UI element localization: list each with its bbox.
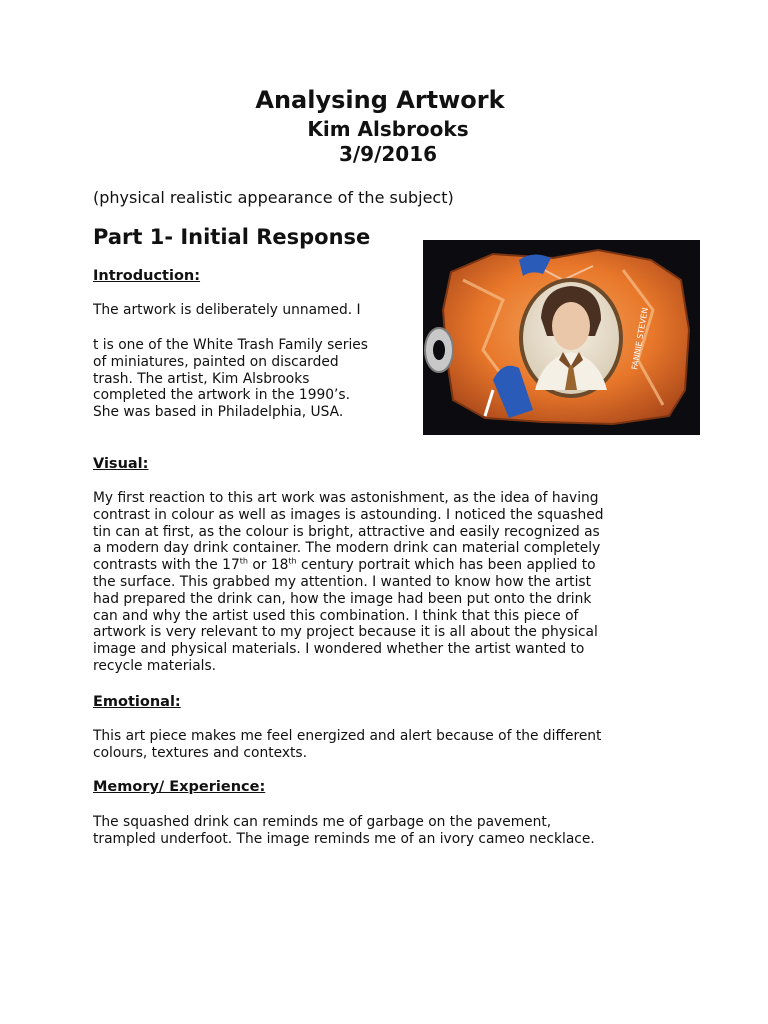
subtitle: (physical realistic appearance of the subject) bbox=[93, 188, 454, 207]
document-title: Analysing Artwork bbox=[255, 86, 505, 114]
svg-text:FANNIE STEVEN: FANNIE STEVEN bbox=[630, 306, 650, 371]
visual-text-a: My first reaction to this art work was astonishment, as the idea of having contrast in colour as well as images is astounding. I noticed the squashed tin can at first, as the colour is bright, attractive and easily recognized as a modern day drink container. The modern drink can material completely contrasts with the 17 bbox=[93, 490, 604, 574]
introduction-para-1: The artwork is deliberately unnamed. I bbox=[93, 302, 361, 318]
superscript-th: th bbox=[239, 556, 248, 566]
memory-paragraph: The squashed drink can reminds me of garbage on the pavement, trampled underfoot. The image reminds me of an ivory cameo necklace. bbox=[93, 814, 595, 847]
artwork-image bbox=[423, 240, 700, 435]
emotional-heading: Emotional: bbox=[93, 694, 181, 710]
visual-text-c: century portrait which has been applied to the surface. This grabbed my attention. I wanted to know how the artist had prepared the drink can, how the image had been put onto the drink can and why the artist used this combination. I think that this piece of artwork is very relevant to my project because it is all about the physical image and physical materials. I wondered whether the artist wanted to recycle materials. bbox=[93, 557, 598, 674]
author-name: Kim Alsbrooks bbox=[307, 117, 469, 141]
part1-heading: Part 1- Initial Response bbox=[93, 225, 371, 249]
memory-heading: Memory/ Experience: bbox=[93, 779, 266, 795]
visual-heading: Visual: bbox=[93, 456, 149, 472]
introduction-heading: Introduction: bbox=[93, 268, 201, 284]
introduction-para-2: t is one of the White Trash Family series of miniatures, painted on discarded trash. The artist, Kim Alsbrooks completed the artwork in the 1990’s. She was based in Philadelphia, USA. bbox=[93, 337, 368, 421]
document-date: 3/9/2016 bbox=[338, 142, 438, 166]
visual-text-b: or 18 bbox=[247, 557, 289, 574]
superscript-th: th bbox=[288, 556, 297, 566]
visual-paragraph bbox=[93, 490, 604, 675]
emotional-paragraph: This art piece makes me feel energized and alert because of the different colours, textures and contexts. bbox=[93, 728, 602, 761]
squashed-can-cameo-image bbox=[423, 240, 700, 435]
